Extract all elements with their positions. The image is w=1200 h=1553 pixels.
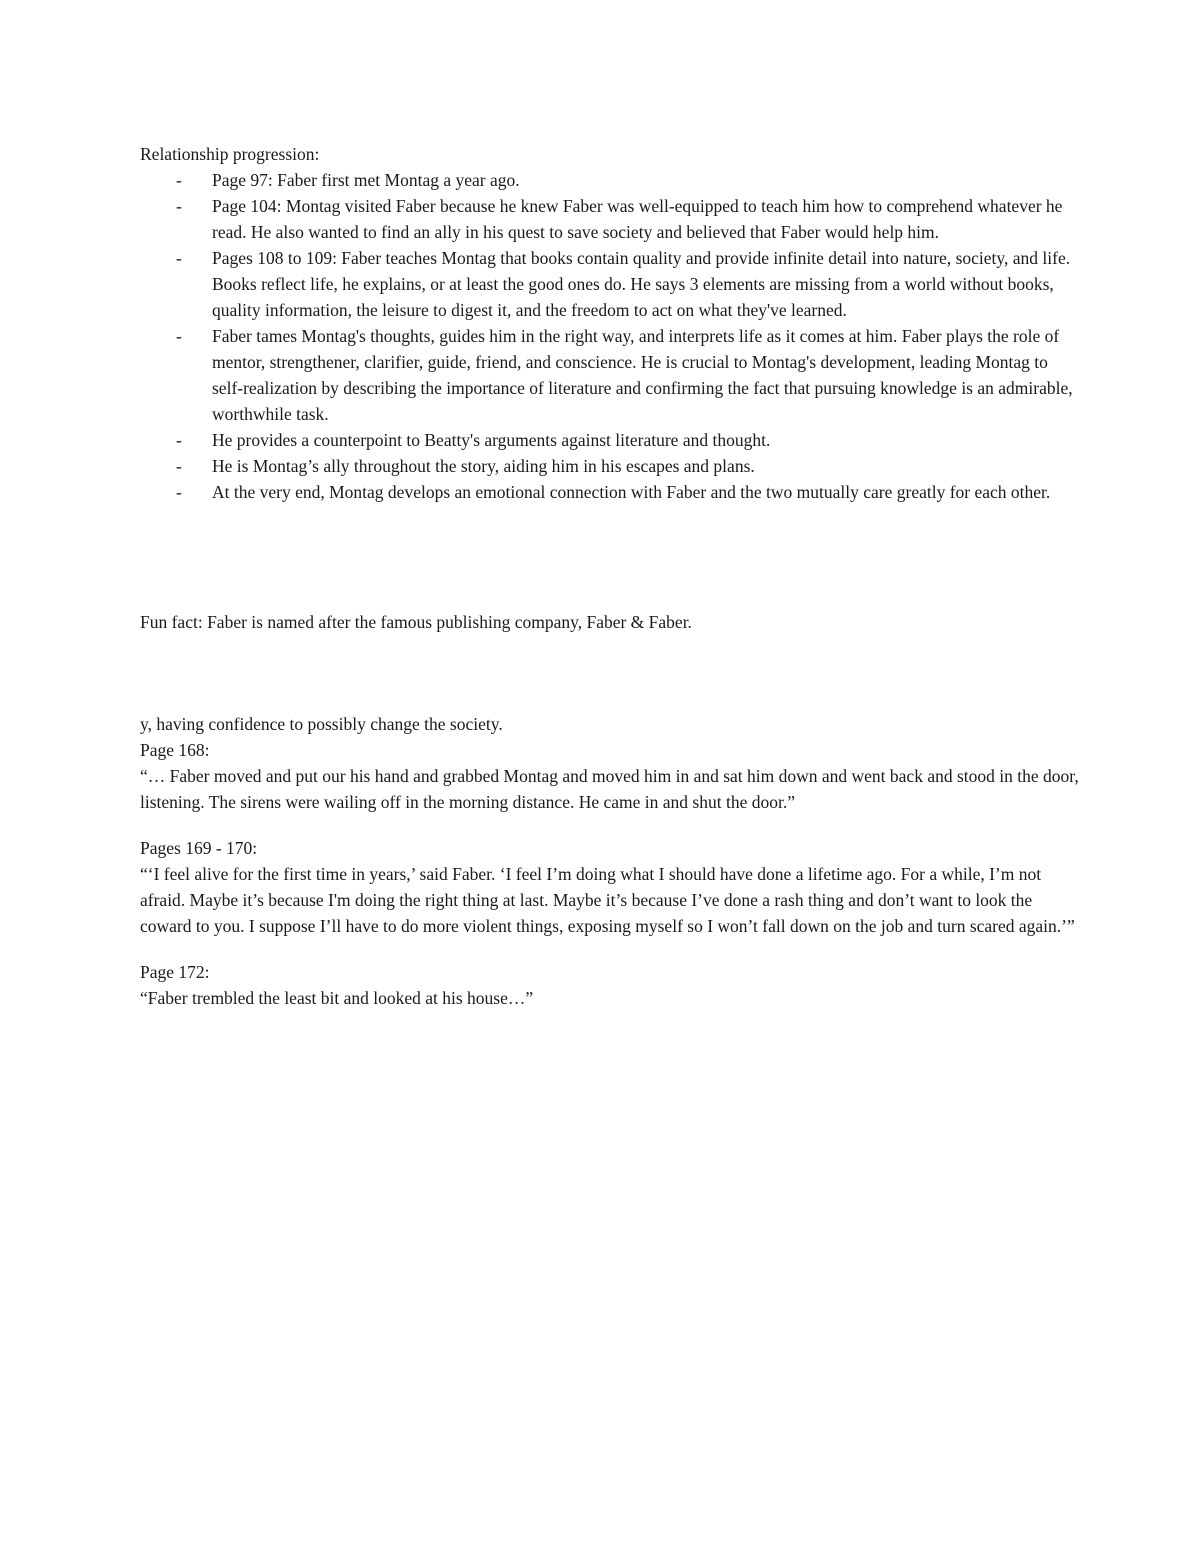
list-item-text: He is Montag’s ally throughout the story, aiding him in his escapes and plans. (212, 456, 755, 476)
list-item-text: Faber tames Montag's thoughts, guides him in the right way, and interprets life as it comes at him. Faber plays the role of mentor, strengthener, clarifier, guide, friend, and conscience. He is crucial to Montag's development, leading Montag to self-realization by describing the importance of literature and confirming the fact that pursuing knowledge is an admirable, worthwhile task. (212, 326, 1073, 424)
sentence-fragment: y, having confidence to possibly change the society. (140, 714, 503, 734)
list-item-text: Page 97: Faber first met Montag a year ago. (212, 170, 520, 190)
dash-marker: - (176, 196, 182, 216)
quotes-section (140, 711, 1080, 1011)
quote-text: “‘I feel alive for the first time in years,’ said Faber. ‘I feel I’m doing what I should have done a lifetime ago. For a while, I’m not afraid. Maybe it’s because I'm doing the right thing at last. Maybe it’s because I’ve done a rash thing and don’t want to look the coward to you. I suppose I’ll have to do more violent things, exposing myself so I won’t fall down on the job and turn scared again.’” (140, 864, 1075, 936)
dash-marker: - (176, 482, 182, 502)
dash-marker: - (176, 248, 182, 268)
quote-page-ref: Pages 169 - 170: (140, 838, 258, 858)
list-item (140, 167, 1080, 193)
list-item-text: At the very end, Montag develops an emotional connection with Faber and the two mutually care greatly for each other. (212, 482, 1051, 502)
list-item-text: He provides a counterpoint to Beatty's arguments against literature and thought. (212, 430, 771, 450)
list-item (140, 479, 1080, 505)
list-item-text: Page 104: Montag visited Faber because he knew Faber was well-equipped to teach him how to comprehend whatever he read. He also wanted to find an ally in his quest to save society and believed that Faber would help him. (212, 196, 1063, 242)
quote-text: “Faber trembled the least bit and looked at his house…” (140, 988, 534, 1008)
section-heading: Relationship progression: (140, 144, 320, 164)
fun-fact: Fun fact: Faber is named after the famous publishing company, Faber & Faber. (140, 612, 692, 632)
paragraph-gap (140, 815, 1080, 835)
quote-page-ref: Page 168: (140, 740, 210, 760)
paragraph-gap (140, 939, 1080, 959)
bullet-list (140, 167, 1080, 505)
dash-marker: - (176, 456, 182, 476)
quote-text: “… Faber moved and put our his hand and grabbed Montag and moved him in and sat him down and went back and stood in the door, listening. The sirens were wailing off in the morning distance. He came in and shut the door.” (140, 766, 1079, 812)
list-item (140, 427, 1080, 453)
dash-marker: - (176, 170, 182, 190)
list-item (140, 193, 1080, 245)
list-item-text: Pages 108 to 109: Faber teaches Montag that books contain quality and provide infinite detail into nature, society, and life. Books reflect life, he explains, or at least the good ones do. He says 3 elements are missing from a world without books, quality information, the leisure to digest it, and the freedom to act on what they've learned. (212, 248, 1071, 320)
quote-page-ref: Page 172: (140, 962, 210, 982)
list-item (140, 323, 1080, 427)
list-item (140, 245, 1080, 323)
dash-marker: - (176, 326, 182, 346)
dash-marker: - (176, 430, 182, 450)
list-item (140, 453, 1080, 479)
